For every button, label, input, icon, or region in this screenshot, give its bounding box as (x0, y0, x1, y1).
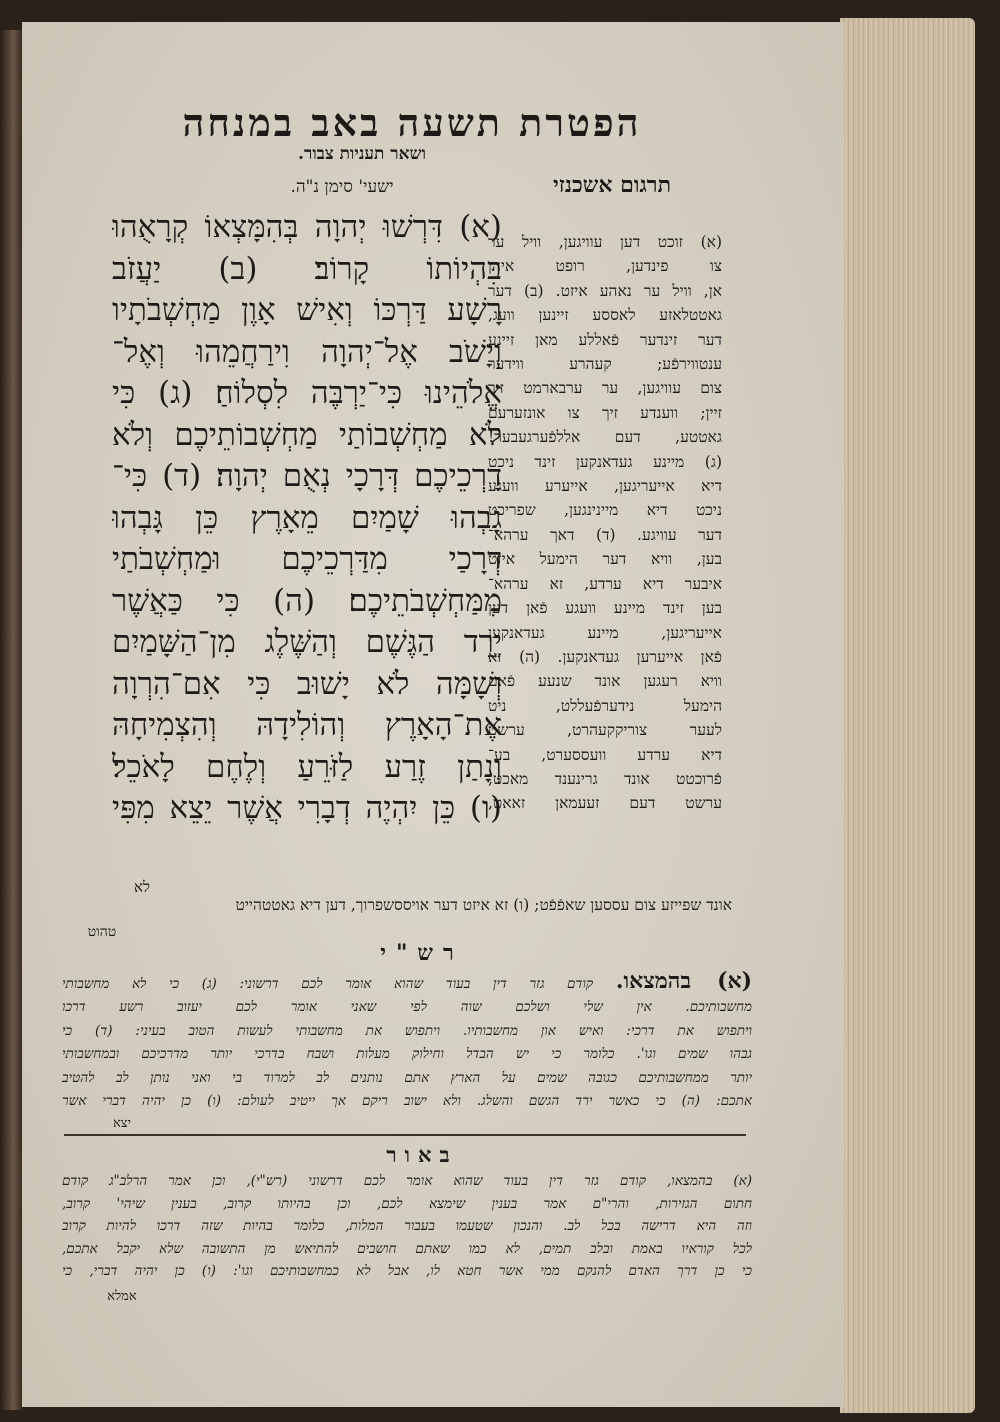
targum-line: לעער צוריקקעהרט, ערשט (488, 721, 722, 740)
targum-line: צום עוויגען, ער ערבארמט זיך (488, 379, 722, 398)
targum-line: איבער דיא ערדע, זא ערהא־ (488, 574, 722, 593)
targum-line: אייעריגען, מיינע געדאנקען (488, 623, 722, 642)
main-text-line: דַרְכֵיכֶם דְּרָכָי נְאֻם יְהוָה׃ (ד) כִּי־ (112, 458, 502, 494)
targum-line: בען, וויא דער הימעל איזט (488, 550, 722, 569)
targum-heading: תרגום אשכנזי (552, 172, 671, 198)
main-text-line: (ו) כֵּן יִהְיֶה דְבָרִי אֲשֶׁר יֵצֵא מִפִּי (112, 790, 502, 826)
biur-line: כי כן דרך האדם להנקם ממי אשר חטא לו, אבל לא כמחשבותיכם וגו': (ו) כן יהיה דברי, כי (62, 1263, 752, 1280)
biur-line: לכל קוראיו באמת ובלב תמים, לא כמו שאתם חושבים להתיאש מן התשובה שלא יקבל אתכם, (62, 1240, 752, 1257)
main-text-line: גָבְהוּ שָׁמַיִם מֵאָרֶץ כֵּן גָּבְהוּ (112, 499, 502, 536)
main-text-line: מִמַּחְשְׁבֹתֵיכֶם׃ (ה) כִּי כַּאֲשֶׁר (112, 582, 502, 619)
targum-line: הימעל נידערפֿעללט, ניט (488, 696, 722, 715)
targum-catchword: טהוט (87, 924, 117, 940)
book-left-leaf (0, 30, 22, 1410)
biur-line: וזה היא דרישה בכל לב. והנכון שטעמו בעבור המלות, כלומר בהיות שזה דרכו להיות קרוב (62, 1218, 752, 1235)
rashi-line: מחשבותיכם. אין שלי ושלכם שוה לפי שאני אומר לכם יעזוב רשע דרכו (62, 999, 752, 1016)
biur-heading: באור (386, 1142, 458, 1167)
biur-catchword: אמלא (107, 1289, 137, 1304)
targum-line: (ג) מיינע געדאנקען זינד ניכט (488, 452, 722, 471)
targum-line: דער עוויגע. (ד) דאך ערהא־ (488, 525, 722, 544)
main-text-line: רָשָׁע דַּרְכּוֹ וְאִישׁ אָוֶן מַחְשְׁבֹתָיו (112, 292, 502, 328)
rashi-line: יותר ממחשבותיכם כגובה שמים על הארץ אתם נותנים לב למרוד בי ואני נותן לב להטיב (62, 1069, 752, 1086)
main-text-line: לֹא מַחְשְׁבוֹתַי מַחְשְׁבוֹתֵיכֶם וְלֹא (112, 416, 502, 453)
rashi-line: ויתפוש את דרכי: ואיש און מחשבותיו. ויתפוש את מחשבותי לעשות הטוב בעיני: (ד) כי (62, 1022, 752, 1039)
rashi-line-text: קודם גזר דין בעוד שהוא אומר לכם דרשוני: (ג) כי לא מחשבותי (62, 976, 594, 992)
book-page (22, 22, 844, 1407)
targum-line: זיין; ווענדע זיך צו אונזערעם (488, 403, 722, 422)
rashi-line (62, 970, 752, 996)
main-text-catchword: לא (133, 878, 151, 896)
section-divider (64, 1134, 746, 1136)
targum-line: פֿאן אייערען געדאנקען. (ה) זא (488, 647, 722, 666)
main-text-line: (א) דִּרְשׁוּ יְהוָה בְּהִמָּצְאוֹ קְרָאֻהוּ (112, 209, 502, 245)
rashi-commentary (62, 970, 752, 1113)
targum-line: בען זינד מיינע וועגע פֿאן דען (488, 599, 722, 618)
biur-line: חתום הגזירות, והרי"ם אמר בענין שימצא לכם, וכן בהיותו קרוב, בענין שיהי' קרוב, (62, 1195, 752, 1212)
targum-line: דיא ערדע וועססערט, בע־ (488, 745, 722, 764)
page-subtitle: ושאר תעניות צבור. (298, 144, 426, 164)
main-text-line: אֱלֹהֵינוּ כִּי־יַרְבֶּה לִסְלוֹחַ׃ (ג) כִּי (112, 375, 502, 411)
biur-commentary (62, 1170, 752, 1283)
targum-line: גאטטלאזע לאססע זיינען וועג, (488, 306, 722, 325)
main-text-line: וְשָׁמָּה לֹא יָשׁוּב כִּי אִם־הִרְוָה (112, 665, 502, 702)
targum-tail-line: אונד שפייזע צום עססען שאפֿפֿט; (ו) זא איזט דער אויססשפרוך, דען דיא גאטטהייט (235, 896, 732, 914)
rashi-heading: רש"י (380, 940, 464, 966)
targum-line: צו פינדען, רופט איהן (488, 257, 722, 276)
targum-line: (א) זוכט דען עוויגען, וויל ער (488, 233, 722, 251)
main-text-line: יֵרֵד הַגֶּשֶׁם וְהַשֶּׁלֶג מִן־הַשָּׁמַיִם (112, 624, 502, 660)
book-page-edges (840, 18, 975, 1413)
rashi-line: אתכם: (ה) כי כאשר ירד הגשם והשלג. ולא ישוב ריקם אך ייטיב לעולם: (ו) כן יהיה דברי אשר (62, 1093, 752, 1110)
main-text-line: וְיָשֹׁב אֶל־יְהוָה וִירַחֲמֵהוּ וְאֶל־ (112, 333, 502, 370)
targum-column (488, 230, 722, 890)
source-reference: ישעי' סימן נ"ה. (290, 177, 394, 197)
biur-line: (א) בהמצאו, קודם גזר דין בעוד שהוא אומר לכם דרשוני (רש"י), וכן אמר הרלב"ג קודם (62, 1173, 752, 1189)
targum-line: דיא אייעריגען, אייערע וועגע (488, 477, 722, 496)
targum-line: פֿרוכטט אונד גרינענד מאכט, (488, 769, 722, 788)
targum-line: ענטווירפֿע; קעהרע ווידער (488, 355, 722, 374)
rashi-catchword: יצא (112, 1116, 132, 1131)
targum-line: וויא רעגען אונד שנעע פֿאם (488, 672, 722, 691)
targum-line: ערשט דעם זעעמאן זאאט, (488, 794, 722, 813)
targum-line: אן, וויל ער נאהע איזט. (ב) דער (488, 281, 722, 300)
targum-line: דער זינדער פֿאללע מאן זיינע (488, 330, 722, 349)
main-text-line: בִּהְיוֹתוֹ קָרוֹב׃ (ב) יַעֲזֹב (112, 250, 502, 287)
main-text-line: וְנָתַן זֶרַע לַזֹּרֵעַ וְלֶחֶם לָאֹכֵל׃ (112, 748, 502, 785)
main-text-line: אֶת־הָאָרֶץ וְהוֹלִידָהּ וְהִצְמִיחָהּ (112, 707, 502, 743)
rashi-line: גבהו שמים וגו'. כלומר כי יש הבדל וחילוק מעלות ושבח בדרכי יותר מדרכיכם ובמחשבותי (62, 1046, 752, 1063)
targum-line: ניכט דיא מיינינגען, שפריכט (488, 501, 722, 520)
targum-line: גאטטע, דעם אללפֿערגעבער! (488, 428, 722, 447)
rashi-lead-word: (א) בהמצאו. (615, 970, 752, 994)
main-hebrew-text (112, 207, 502, 887)
page-title: הפטרת תשעה באב במנחה (182, 100, 642, 145)
main-text-line: דְרָכַי מִדַּרְכֵיכֶם וּמַחְשְׁבֹתַי (112, 541, 502, 577)
